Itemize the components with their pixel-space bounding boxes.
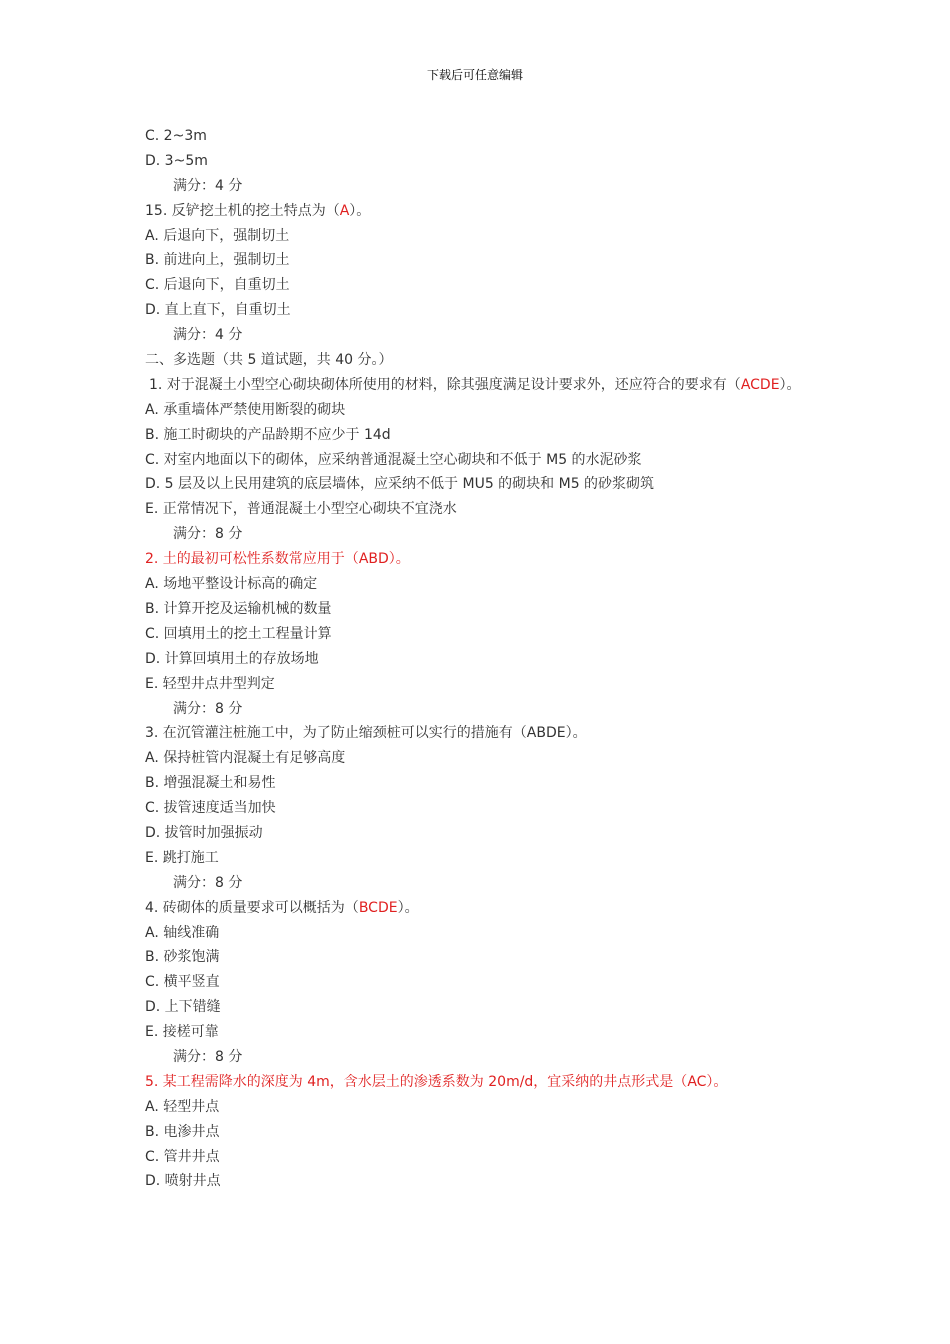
answer-option: A. 承重墙体严禁使用断裂的砌块: [145, 401, 346, 418]
answer-key: ABD: [358, 551, 389, 568]
answer-option: D. 3~5m: [145, 152, 208, 169]
answer-option: C. 横平竖直: [145, 974, 220, 991]
answer-option: B. 砂浆饱满: [145, 949, 220, 966]
answer-option: A. 保持桩管内混凝土有足够高度: [145, 750, 346, 767]
answer-option: C. 2~3m: [145, 128, 207, 144]
answer-option: E. 接槎可靠: [145, 1024, 219, 1041]
answer-option: C. 拔管速度适当加快: [145, 800, 276, 817]
question-text: 15. 反铲挖土机的挖土特点为（: [145, 202, 340, 219]
question-text-end: ）。: [779, 376, 801, 393]
question-stem: [145, 1070, 825, 1095]
score-label: 满分：8 分: [173, 874, 243, 891]
answer-option: B. 计算开挖及运输机械的数量: [145, 600, 332, 617]
question-text-end: ）。: [706, 1073, 728, 1090]
answer-option: B. 电渗井点: [145, 1123, 220, 1140]
score-label: 满分：8 分: [173, 700, 243, 717]
question-stem: [145, 896, 825, 921]
answer-option: E. 正常情况下，普通混凝土小型空心砌块不宜浇水: [145, 501, 457, 518]
page-header: 下载后可任意编辑: [426, 68, 523, 82]
question-stem: [145, 373, 825, 398]
question-text: 1. 对于混凝土小型空心砌块砌体所使用的材料，除其强度满足设计要求外，还应符合的要求有（: [149, 376, 741, 393]
answer-key: A: [339, 202, 350, 219]
question-text: 5. 某工程需降水的深度为 4m，含水层土的渗透系数为 20m/d，宜采纳的井点形式是（: [145, 1073, 688, 1090]
answer-option: D. 5 层及以上民用建筑的底层墙体，应采纳不低于 MU5 的砌块和 M5 的砂浆砌筑: [145, 476, 655, 493]
answer-option: C. 后退向下，自重切土: [145, 277, 290, 294]
answer-key: ACDE: [740, 376, 780, 393]
answer-option: D. 直上直下，自重切土: [145, 302, 291, 319]
score-label: 满分：4 分: [173, 327, 243, 344]
question-stem: [145, 721, 825, 746]
question-text-end: ）。: [388, 551, 410, 568]
question-stem: [145, 199, 825, 224]
answer-option: C. 对室内地面以下的砌体，应采纳普通混凝土空心砌块和不低于 M5 的水泥砂浆: [145, 451, 642, 468]
answer-option: B. 前进向上，强制切土: [145, 252, 290, 269]
exam-content: [145, 124, 825, 1194]
answer-option: C. 回填用土的挖土工程量计算: [145, 625, 332, 642]
answer-key: BCDE: [358, 899, 398, 916]
answer-option: B. 施工时砌块的产品龄期不应少于 14d: [145, 426, 391, 443]
answer-option: D. 上下错缝: [145, 999, 221, 1016]
answer-option: C. 管井井点: [145, 1148, 220, 1165]
answer-option: D. 拔管时加强振动: [145, 824, 263, 841]
question-text-end: ）。: [349, 202, 371, 219]
question-stem: [145, 547, 825, 572]
question-text-end: ）。: [397, 899, 419, 916]
answer-option: B. 增强混凝土和易性: [145, 775, 276, 792]
question-text: 2. 土的最初可松性系数常应用于（: [145, 551, 359, 568]
answer-option: D. 喷射井点: [145, 1173, 221, 1190]
score-label: 满分：8 分: [173, 1048, 243, 1065]
answer-option: D. 计算回填用土的存放场地: [145, 650, 319, 667]
answer-option: A. 场地平整设计标高的确定: [145, 576, 318, 593]
question-text: 3. 在沉管灌注桩施工中，为了防止缩颈桩可以实行的措施有（ABDE）。: [145, 725, 587, 742]
score-label: 满分：4 分: [173, 177, 243, 194]
answer-option: E. 跳打施工: [145, 849, 219, 866]
answer-option: A. 轻型井点: [145, 1098, 220, 1115]
score-label: 满分：8 分: [173, 526, 243, 543]
answer-option: A. 轴线准确: [145, 924, 220, 941]
answer-key: AC: [687, 1073, 707, 1090]
section-heading: 二、多选题（共 5 道试题，共 40 分。）: [145, 352, 393, 369]
answer-option: A. 后退向下，强制切土: [145, 227, 290, 244]
question-text: 4. 砖砌体的质量要求可以概括为（: [145, 899, 359, 916]
answer-option: E. 轻型井点井型判定: [145, 675, 275, 692]
